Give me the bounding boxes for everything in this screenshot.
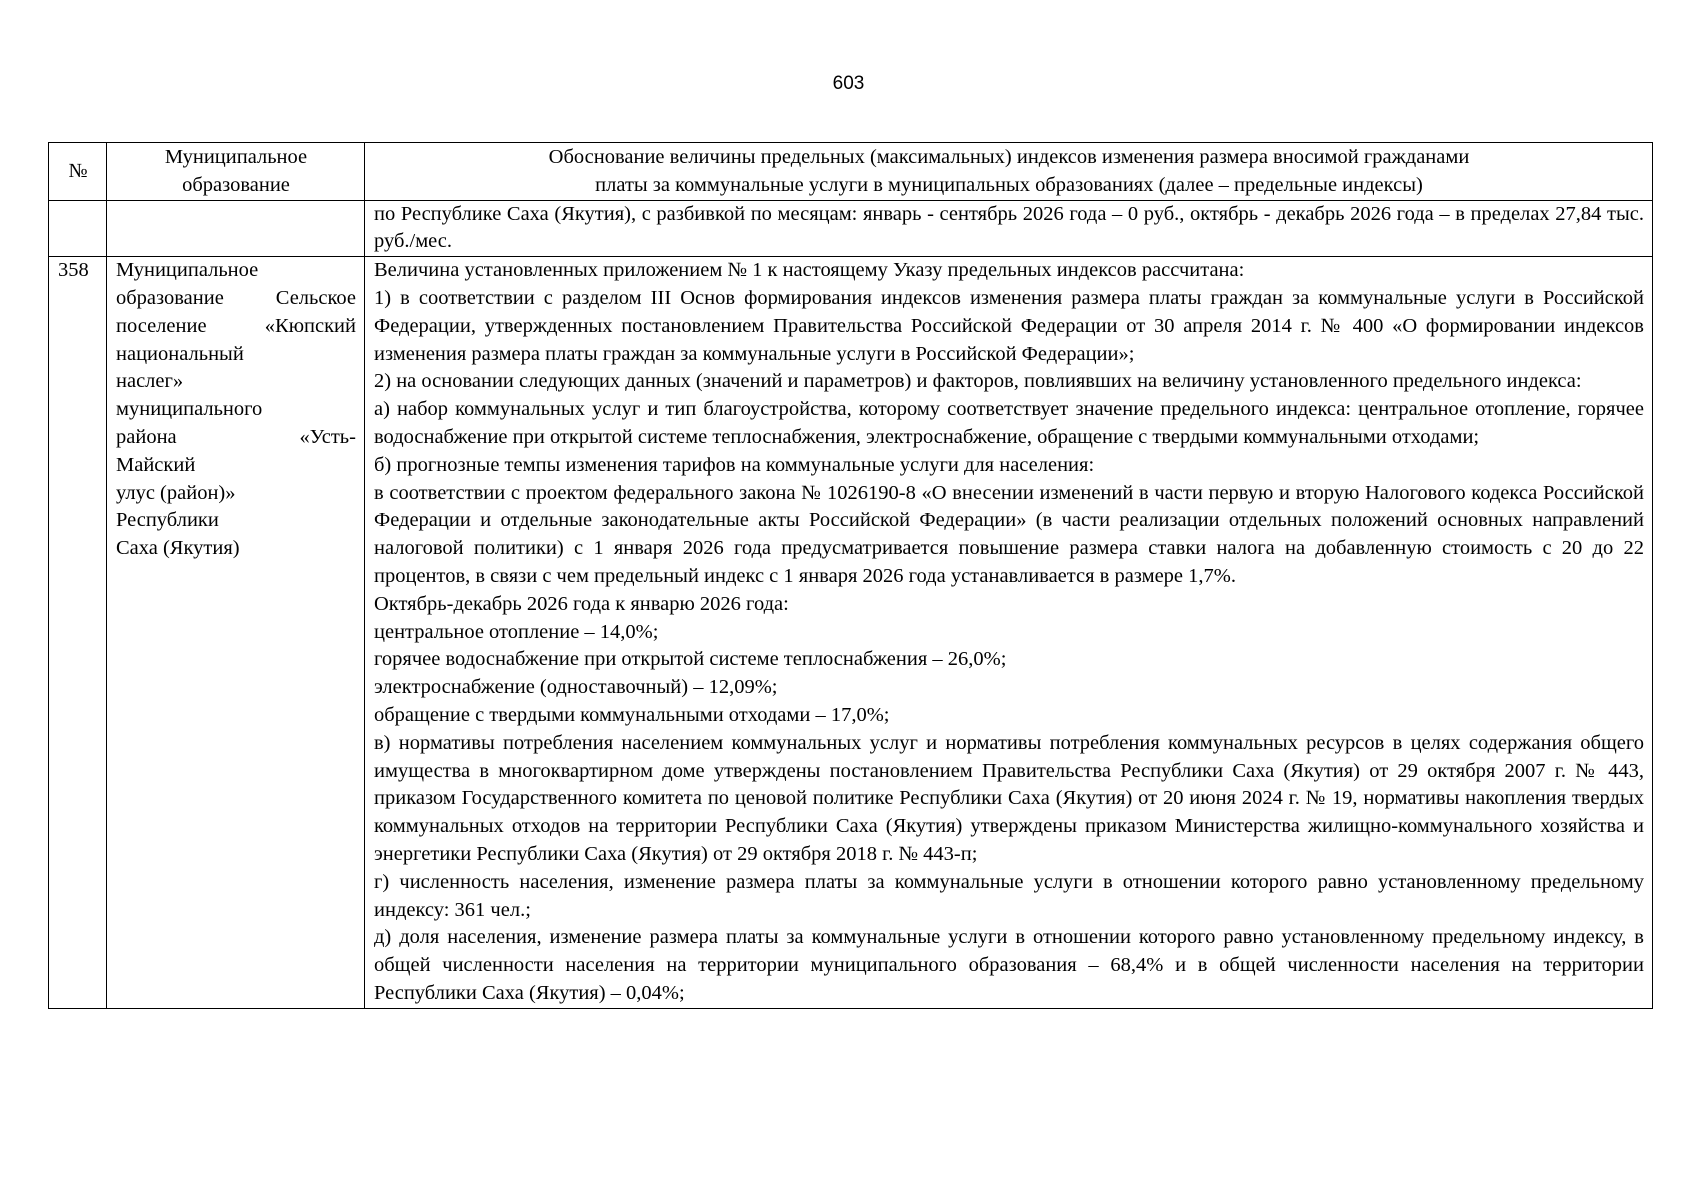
justification-paragraph: электроснабжение (одноставочный) – 12,09%; <box>374 676 778 699</box>
continuation-text: по Республике Саха (Якутия), с разбивкой по месяцам: январь - сентябрь 2026 года – 0 руб., октябрь - декабрь 2026 года – в пределах 27,84 тыс. руб./мес. <box>365 200 1653 257</box>
row-number: 358 <box>49 257 107 1009</box>
municipality-line: национальный <box>116 342 244 365</box>
justification-paragraph: Октябрь-декабрь 2026 года к январю 2026 года: <box>374 592 789 615</box>
justification-paragraph: горячее водоснабжение при открытой системе теплоснабжения – 26,0%; <box>374 648 1007 671</box>
header-municipality <box>107 143 365 201</box>
municipality-line: образование Сельское <box>116 286 356 309</box>
justification-paragraph: центральное отопление – 14,0%; <box>374 620 659 643</box>
row-municipality <box>107 257 365 1009</box>
municipality-line: Муниципальное <box>116 259 259 282</box>
justification-paragraph: Величина установленных приложением № 1 к настоящему Указу предельных индексов рассчитана: <box>374 259 1245 282</box>
justification-paragraph: г) численность населения, изменение размера платы за коммунальные услуги в отношении которого равно установленному предельному индексу: 361 чел.; <box>374 870 1644 921</box>
table-row <box>49 257 1653 1009</box>
municipality-line: Майский <box>116 453 196 476</box>
page-number: 603 <box>832 73 865 94</box>
municipality-line: Республики <box>116 509 219 532</box>
header-justification <box>365 143 1653 201</box>
header-justification-line: Обоснование величины предельных (максимальных) индексов изменения размера вносимой гражданами <box>548 146 1470 168</box>
justification-paragraph: а) набор коммунальных услуг и тип благоустройства, которому соответствует значение предельного индекса: центральное отопление, горячее водоснабжение при открытой системе теплоснабжения, электроснабжение, обращение с твердыми коммунальными отходами; <box>374 398 1644 448</box>
header-number: № <box>49 143 107 201</box>
header-municipality-line: Муниципальное <box>164 146 308 168</box>
justification-paragraph: в) нормативы потребления населением коммунальных услуг и нормативы потребления коммунальных ресурсов в целях содержания общего имущества в многоквартирном доме утверждены постановлением Правительства Республики Саха (Якутия) от 29 октября 2007 г. № 443, приказом Государственного комитета по ценовой политике Республики Саха (Якутия) от 20 июня 2024 г. № 19, нормативы накопления твердых коммунальных отходов на территории Республики Саха (Якутия) утверждены приказом Министерства жилищно-коммунального хозяйства и энергетики Республики Саха (Якутия) от 29 октября 2018 г. № 443-п; <box>374 731 1644 865</box>
justification-paragraph: д) доля населения, изменение размера платы за коммунальные услуги в отношении которого равно установленному предельному индексу, в общей численности населения на территории муниципального образования – 68,4% и в общей численности населения на территории Республики Саха (Якутия) – 0,04%; <box>374 926 1644 1004</box>
continuation-number-cell <box>49 200 107 257</box>
justification-paragraph: б) прогнозные темпы изменения тарифов на коммунальные услуги для населения: <box>374 453 1095 476</box>
justification-paragraph: обращение с твердыми коммунальными отходами – 17,0%; <box>374 703 890 726</box>
justification-paragraph: 2) на основании следующих данных (значений и параметров) и факторов, повлиявших на величину установленного предельного индекса: <box>374 370 1582 393</box>
header-municipality-line: образование <box>182 173 290 196</box>
indices-table <box>48 142 1653 1009</box>
municipality-line: улус (район)» <box>116 481 236 504</box>
table-header-row <box>49 143 1653 201</box>
justification-paragraph: 1) в соответствии с разделом III Основ формирования индексов изменения размера платы граждан за коммунальные услуги в Российской Федерации, утвержденных постановлением Правительства Российской Федерации от 30 апреля 2014 г. № 400 «О формировании индексов изменения размера платы граждан за коммунальные услуги в Российской Федерации»; <box>374 286 1644 365</box>
municipality-line: наслег» <box>116 370 184 393</box>
table-row-continuation <box>49 200 1653 257</box>
municipality-line: Саха (Якутия) <box>116 537 240 560</box>
continuation-municipality-cell <box>107 200 365 257</box>
municipality-line: района «Усть- <box>116 425 356 448</box>
municipality-line: поселение «Кюпский <box>116 314 356 337</box>
header-justification-line: платы за коммунальные услуги в муниципальных образованиях (далее – предельные индексы) <box>595 173 1423 196</box>
justification-paragraph: в соответствии с проектом федерального закона № 1026190-8 «О внесении изменений в части первую и вторую Налогового кодекса Российской Федерации и отдельные законодательные акты Российской Федерации» (в части реализации отдельных положений основных направлений налоговой политики) с 1 января 2026 года предусматривается повышение размера ставки налога на добавленную стоимость с 20 до 22 процентов, в связи с чем предельный индекс с 1 января 2026 года устанавливается в размере 1,7%. <box>374 481 1644 587</box>
municipality-line: муниципального <box>116 398 263 421</box>
row-justification <box>365 257 1653 1009</box>
